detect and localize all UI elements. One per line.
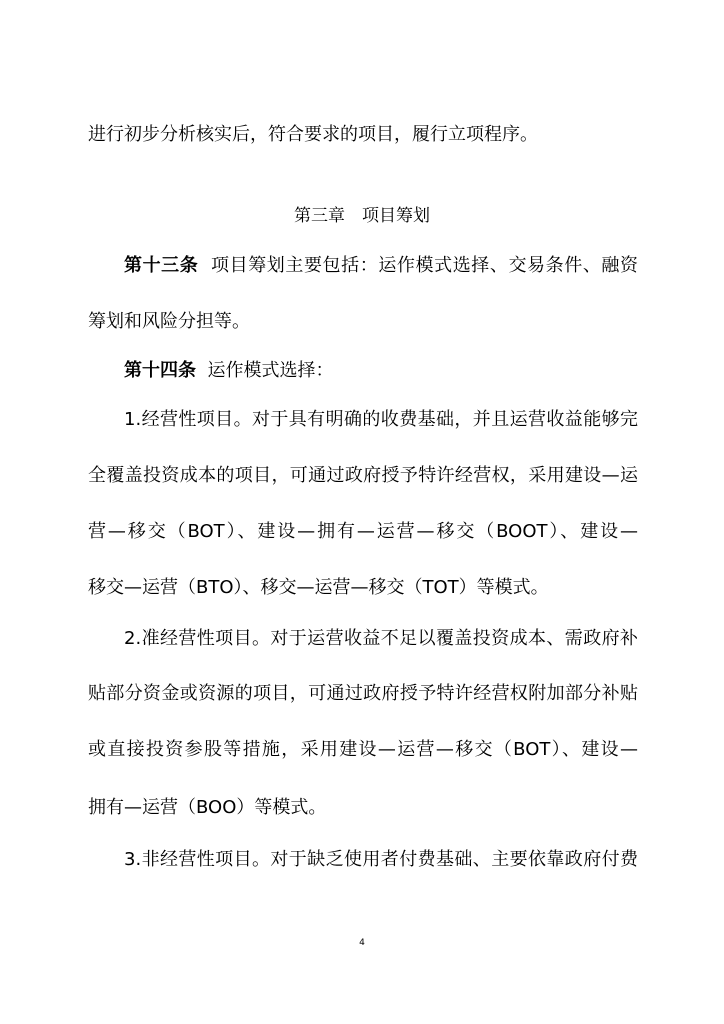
paragraph-line: 或直接投资参股等措施，采用建设—运营—移交（BOT）、建设— (88, 739, 638, 760)
paragraph-line: 2.准经营性项目。对于运营收益不足以覆盖投资成本、需政府补 (124, 628, 638, 649)
paragraph-line: 贴部分资金或资源的项目，可通过政府授予特许经营权附加部分补贴 (88, 683, 638, 704)
article-14-label: 第十四条 (124, 360, 196, 381)
paragraph-line: 拥有—运营（BOO）等模式。 (88, 797, 327, 818)
paragraph-line: 进行初步分析核实后，符合要求的项目，履行立项程序。 (88, 124, 538, 145)
article-14-text: 运作模式选择： (207, 360, 334, 381)
page-number: 4 (359, 938, 365, 948)
paragraph-line: 3.非经营性项目。对于缺乏使用者付费基础、主要依靠政府付费 (124, 849, 638, 870)
article-13-line (124, 254, 638, 278)
paragraph-line: 营—移交（BOT）、建设—拥有—运营—移交（BOOT）、建设— (88, 521, 638, 542)
article-14-line (124, 359, 638, 383)
paragraph-line: 1.经营性项目。对于具有明确的收费基础，并且运营收益能够完 (124, 409, 638, 430)
paragraph-line: 移交—运营（BTO）、移交—运营—移交（TOT）等模式。 (88, 577, 549, 598)
paragraph-line: 筹划和风险分担等。 (88, 311, 250, 332)
chapter-heading: 第三章 项目筹划 (294, 206, 430, 226)
paragraph-line: 全覆盖投资成本的项目，可通过政府授予特许经营权，采用建设—运 (88, 465, 638, 486)
article-13-label: 第十三条 (124, 255, 199, 276)
article-13-text: 项目筹划主要包括：运作模式选择、交易条件、融资 (211, 255, 638, 276)
